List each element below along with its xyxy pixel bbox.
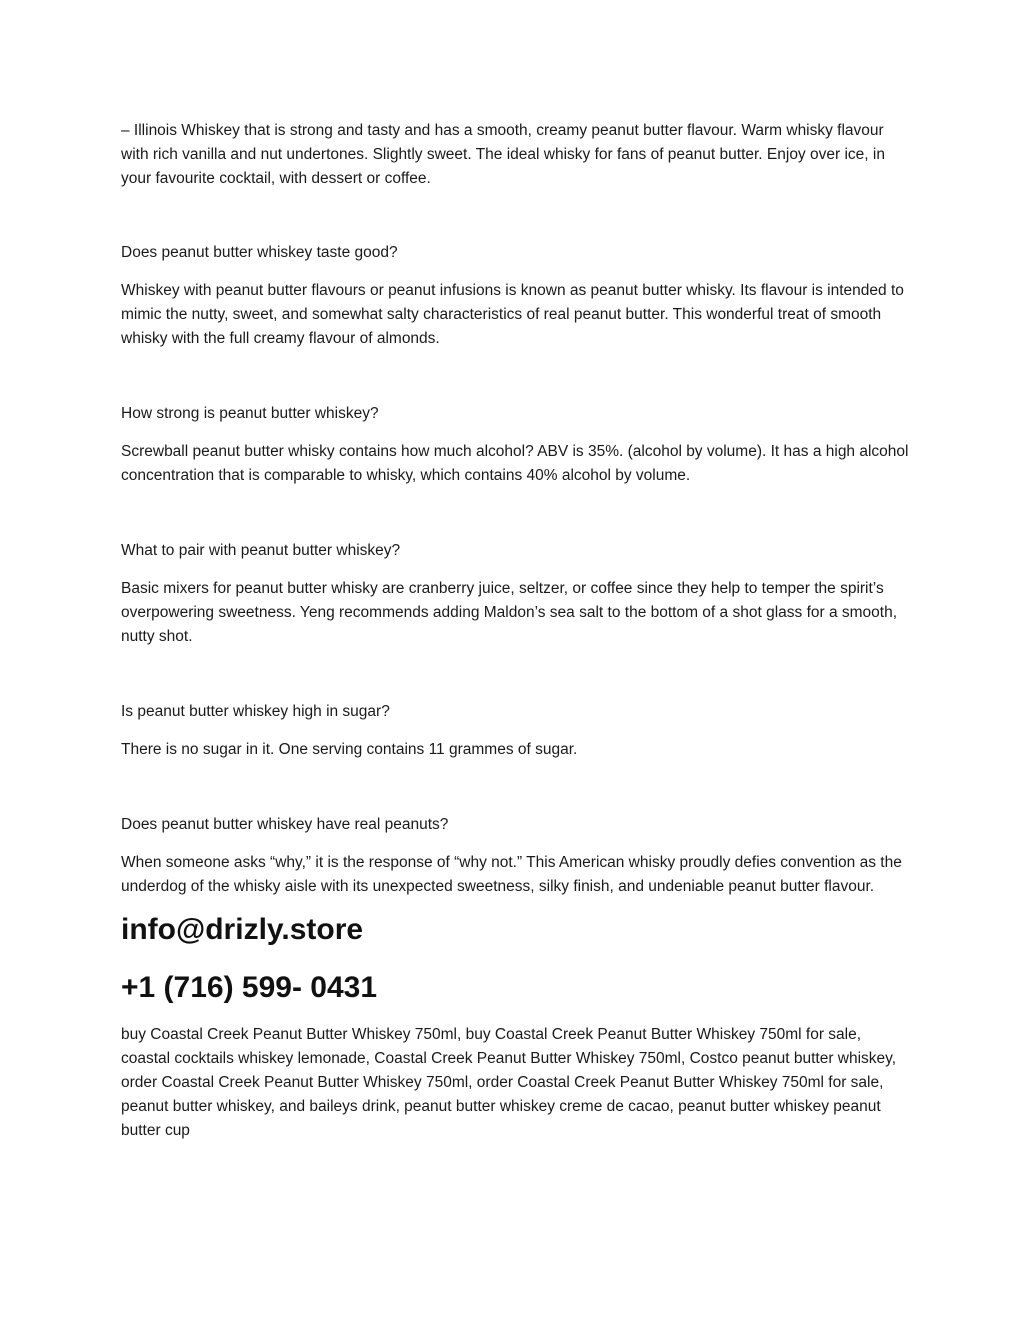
faq-question-sugar: Is peanut butter whiskey high in sugar? — [121, 703, 390, 720]
faq-question-pairing: What to pair with peanut butter whiskey? — [121, 542, 401, 559]
faq-answer-taste: Whiskey with peanut butter flavours or peanut infusions is known as peanut butter whisky. Its flavour is intended to mimic the nutty, sweet, and somewhat salty characteristics of real peanut butter. This wonderful treat of smooth whisky with the full creamy flavour of almonds. — [121, 282, 904, 347]
faq-answer-sugar: There is no sugar in it. One serving contains 11 grammes of sugar. — [121, 741, 578, 758]
contact-email: info@drizly.store — [121, 913, 364, 946]
faq-answer-pairing: Basic mixers for peanut butter whisky are cranberry juice, seltzer, or coffee since they help to temper the spirit’s overpowering sweetness. Yeng recommends adding Maldon’s sea salt to the bottom of a shot glass for a smooth, nutty shot. — [121, 580, 898, 645]
intro-paragraph: – Illinois Whiskey that is strong and tasty and has a smooth, creamy peanut butter flavour. Warm whisky flavour with rich vanilla and nut undertones. Slightly sweet. The ideal whisky for fans of peanut butter. Enjoy over ice, in your favourite cocktail, with dessert or coffee. — [121, 122, 885, 187]
faq-question-peanuts: Does peanut butter whiskey have real peanuts? — [121, 816, 449, 833]
keywords-paragraph: buy Coastal Creek Peanut Butter Whiskey 750ml, buy Coastal Creek Peanut Butter Whiskey 750ml for sale, coastal cocktails whiskey lemonade, Coastal Creek Peanut Butter Whiskey 750ml, Costco peanut butter whiskey, order Coastal Creek Peanut Butter Whiskey 750ml, order Coastal Creek Peanut Butter Whiskey 750ml for sale, peanut butter whiskey, and baileys drink, peanut butter whiskey creme de cacao, peanut butter whiskey peanut butter cup — [121, 1026, 897, 1139]
faq-question-taste: Does peanut butter whiskey taste good? — [121, 244, 398, 261]
document-page — [121, 119, 911, 1143]
faq-answer-peanuts: When someone asks “why,” it is the response of “why not.” This American whisky proudly defies convention as the underdog of the whisky aisle with its unexpected sweetness, silky finish, and undeniable peanut butter flavour. — [121, 854, 902, 895]
contact-phone: +1 (716) 599- 0431 — [121, 971, 378, 1004]
faq-question-strength: How strong is peanut butter whiskey? — [121, 405, 379, 422]
faq-answer-strength: Screwball peanut butter whisky contains how much alcohol? ABV is 35%. (alcohol by volume). It has a high alcohol concentration that is comparable to whisky, which contains 40% alcohol by volume. — [121, 443, 909, 484]
